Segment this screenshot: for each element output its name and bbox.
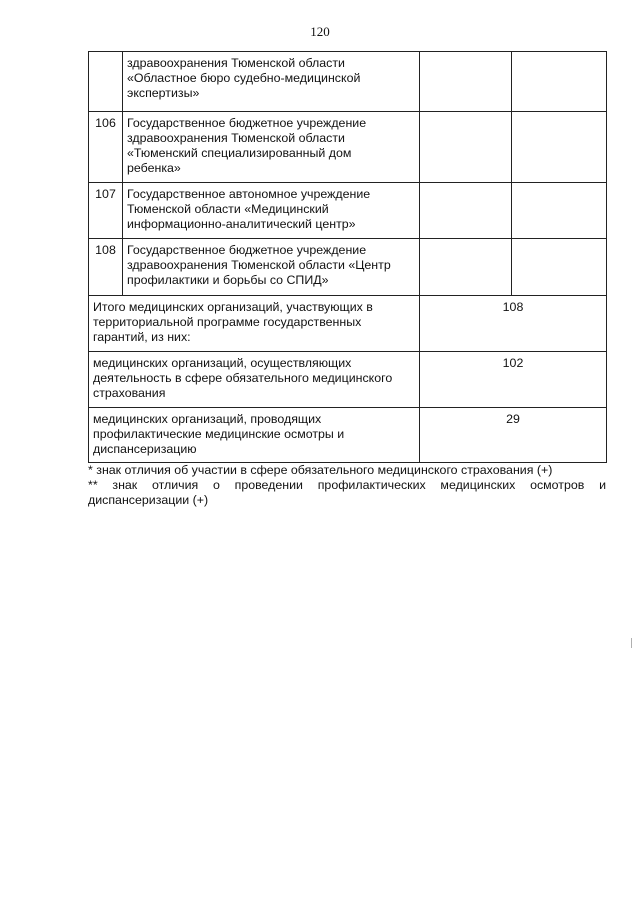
table-row	[89, 112, 607, 183]
organization-name-line: Государственное автономное учреждение	[127, 187, 371, 201]
checkup-mark-cell	[512, 112, 607, 183]
summary-row	[89, 296, 607, 352]
row-number: 107	[89, 183, 123, 239]
organization-name-line: Государственное бюджетное учреждение	[127, 243, 367, 257]
checkup-mark-cell	[512, 183, 607, 239]
summary-label-line: профилактические медицинские осмотры и	[93, 427, 345, 441]
summary-row	[89, 352, 607, 408]
organization-name-line: «Областное бюро судебно-медицинской	[127, 71, 361, 85]
oms-mark-cell	[420, 239, 512, 296]
scan-margin-mark	[631, 638, 632, 648]
summary-label	[89, 352, 420, 408]
organization-name-line: Государственное бюджетное учреждение	[127, 116, 367, 130]
checkup-mark-cell	[512, 52, 607, 112]
summary-value: 102	[420, 352, 607, 408]
organization-name-line: здравоохранения Тюменской области	[127, 56, 345, 70]
summary-row	[89, 408, 607, 463]
summary-value: 108	[420, 296, 607, 352]
medical-organizations-table	[88, 51, 607, 463]
footnotes	[88, 463, 606, 508]
summary-label-line: деятельность в сфере обязательного медицинского	[93, 371, 393, 385]
table-row	[89, 239, 607, 296]
organization-name-line: экспертизы»	[127, 86, 200, 100]
summary-label-line: медицинских организаций, осуществляющих	[93, 356, 352, 370]
oms-mark-cell	[420, 183, 512, 239]
organization-name	[123, 183, 420, 239]
summary-label-line: Итого медицинских организаций, участвующих в	[93, 300, 373, 314]
organization-name	[123, 112, 420, 183]
checkup-mark-cell	[512, 239, 607, 296]
footnote-oms: * знак отличия об участии в сфере обязательного медицинского страхования (+)	[88, 463, 553, 477]
oms-mark-cell	[420, 52, 512, 112]
summary-label-line: медицинских организаций, проводящих	[93, 412, 322, 426]
oms-mark-cell	[420, 112, 512, 183]
page-number: 120	[310, 24, 330, 39]
summary-label-line: страхования	[93, 386, 166, 400]
row-number: 106	[89, 112, 123, 183]
summary-label-line: территориальной программе государственных	[93, 315, 362, 329]
organization-name	[123, 239, 420, 296]
footnote-checkups: ** знак отличия о проведении профилактических медицинских осмотров и диспансеризации (+)	[88, 478, 606, 507]
organization-name-line: профилактики и борьбы со СПИД»	[127, 273, 329, 287]
table-row	[89, 52, 607, 112]
organization-name-line: здравоохранения Тюменской области «Центр	[127, 258, 391, 272]
summary-label	[89, 296, 420, 352]
row-number	[89, 52, 123, 112]
organization-name-line: здравоохранения Тюменской области	[127, 131, 345, 145]
row-number: 108	[89, 239, 123, 296]
organization-name-line: ребенка»	[127, 161, 181, 175]
organization-name-line: информационно-аналитический центр»	[127, 217, 356, 231]
summary-label-line: гарантий, из них:	[93, 330, 191, 344]
summary-value: 29	[420, 408, 607, 463]
organization-name-line: «Тюменский специализированный дом	[127, 146, 352, 160]
table-row	[89, 183, 607, 239]
summary-label	[89, 408, 420, 463]
summary-label-line: диспансеризацию	[93, 442, 197, 456]
organization-name-line: Тюменской области «Медицинский	[127, 202, 329, 216]
organization-name	[123, 52, 420, 112]
